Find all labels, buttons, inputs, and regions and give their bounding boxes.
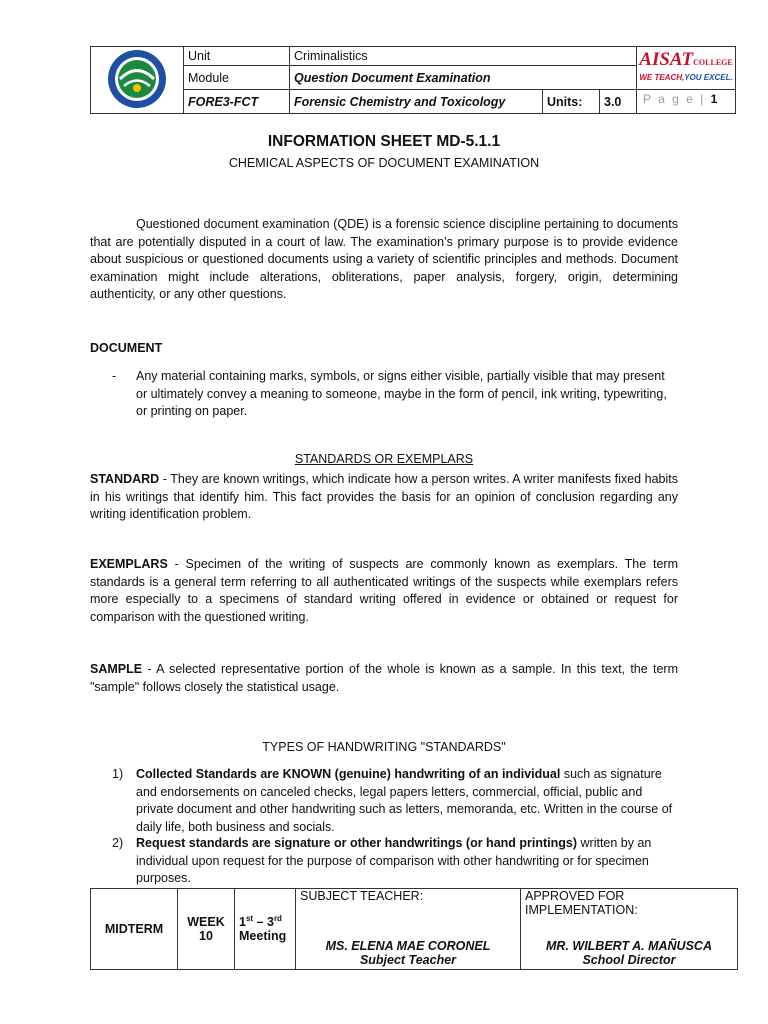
list-item-bold: Request standards are signature or other handwritings (or hand printings) <box>136 836 578 850</box>
document-bullet-text: Any material containing marks, symbols, or signs either visible, partially visible that may present or ultimately convey a meaning to someone, maybe in the form of pencil, ink writing, typewriting, or printing on paper. <box>136 369 667 418</box>
page-indicator: P a g e | 1 <box>637 89 735 106</box>
sample-term: SAMPLE <box>90 662 143 676</box>
document-heading: DOCUMENT <box>90 341 163 355</box>
director-name: MR. WILBERT A. MAÑUSCA <box>546 938 712 953</box>
document-title: INFORMATION SHEET MD-5.1.1 <box>267 133 501 150</box>
document-subtitle: CHEMICAL ASPECTS OF DOCUMENT EXAMINATION <box>228 156 540 170</box>
list-item-bold: Collected Standards are KNOWN (genuine) handwriting of an individual <box>136 767 561 781</box>
units-label: Units: <box>543 90 600 114</box>
header-table <box>90 46 736 114</box>
list-number: 1) <box>112 767 124 781</box>
document-definition <box>112 368 678 421</box>
sample-text: - A selected representative portion of the whole is known as a sample. In this text, the term "sample" follows closely the statistical usage. <box>90 662 678 694</box>
meeting-cell <box>235 889 296 970</box>
teacher-role: Subject Teacher <box>359 952 457 967</box>
list-item-text: written by an individual upon request for the purpose of comparison with other handwriting or for specimen purposes. <box>136 836 652 885</box>
course-code: FORE3-FCT <box>184 90 290 114</box>
week-cell <box>178 889 235 970</box>
intro-paragraph: Questioned document examination (QDE) is a forensic science discipline pertaining to documents that are potentially disputed in a court of law. The examination’s primary purpose is to provide evidence about suspicious or questioned documents using a variety of scientific principles and methods. Document examination might include alterations, obliterations, paper analysis, forgery, origin, determining authenticity, or any other questions. <box>90 217 678 301</box>
brand-logo: AISATCOLLEGE <box>639 49 733 70</box>
week-label: WEEK <box>187 914 225 929</box>
teacher-name: MS. ELENA MAE CORONEL <box>325 938 491 953</box>
brand-cell <box>637 47 736 114</box>
approved-heading: APPROVED FOR IMPLEMENTATION: <box>521 889 738 918</box>
meeting-label: Meeting <box>239 929 287 944</box>
week-value: 10 <box>199 928 213 943</box>
course-name: Forensic Chemistry and Toxicology <box>290 90 543 114</box>
unit-label: Unit <box>184 47 290 66</box>
types-heading: TYPES OF HANDWRITING "STANDARDS" <box>262 740 506 754</box>
teacher-signature <box>296 917 521 969</box>
sample-paragraph <box>90 661 678 696</box>
list-item-text: such as signature and endorsements on canceled checks, legal papers letters, commercial, official, public and private document and other handwriting such as letters, memoranda, etc. Written in the course of daily life, both business and socials. <box>136 767 673 834</box>
list-item <box>112 835 678 888</box>
meeting-range: 1st – 3rd <box>239 914 282 930</box>
teacher-heading: SUBJECT TEACHER: <box>296 889 521 918</box>
school-seal-icon <box>98 48 176 110</box>
standard-paragraph <box>90 471 678 524</box>
standard-term: STANDARD <box>90 472 160 486</box>
exemplars-paragraph <box>90 556 678 626</box>
module-value: Question Document Examination <box>290 66 637 90</box>
list-item <box>112 766 678 836</box>
school-seal <box>91 47 184 114</box>
module-label: Module <box>184 66 290 90</box>
bullet-dash: - <box>112 369 117 383</box>
list-number: 2) <box>112 836 124 850</box>
exemplars-term: EXEMPLARS <box>90 557 168 571</box>
term-label: MIDTERM <box>91 889 178 970</box>
director-signature <box>521 917 738 969</box>
standards-heading: STANDARDS OR EXEMPLARS <box>294 452 474 466</box>
director-role: School Director <box>582 952 676 967</box>
exemplars-text: - Specimen of the writing of suspects are commonly known as exemplars. The term standards is a general term referring to all authenticated writings of the suspects while exemplars refers more especially to a specimens of standard writing offered in evidence or obtained or request for comparison with the questioned writing. <box>90 557 678 624</box>
unit-value: Criminalistics <box>290 47 637 66</box>
footer-table <box>90 888 738 970</box>
standard-text: - They are known writings, which indicate how a person writes. A writer manifests fixed habits in his writings that identify him. This fact provides the basis for an opinion of conclusion regarding any writing identification problem. <box>90 472 678 521</box>
units-value: 3.0 <box>600 90 637 114</box>
brand-tagline: WE TEACH,YOU EXCEL. <box>639 73 733 82</box>
